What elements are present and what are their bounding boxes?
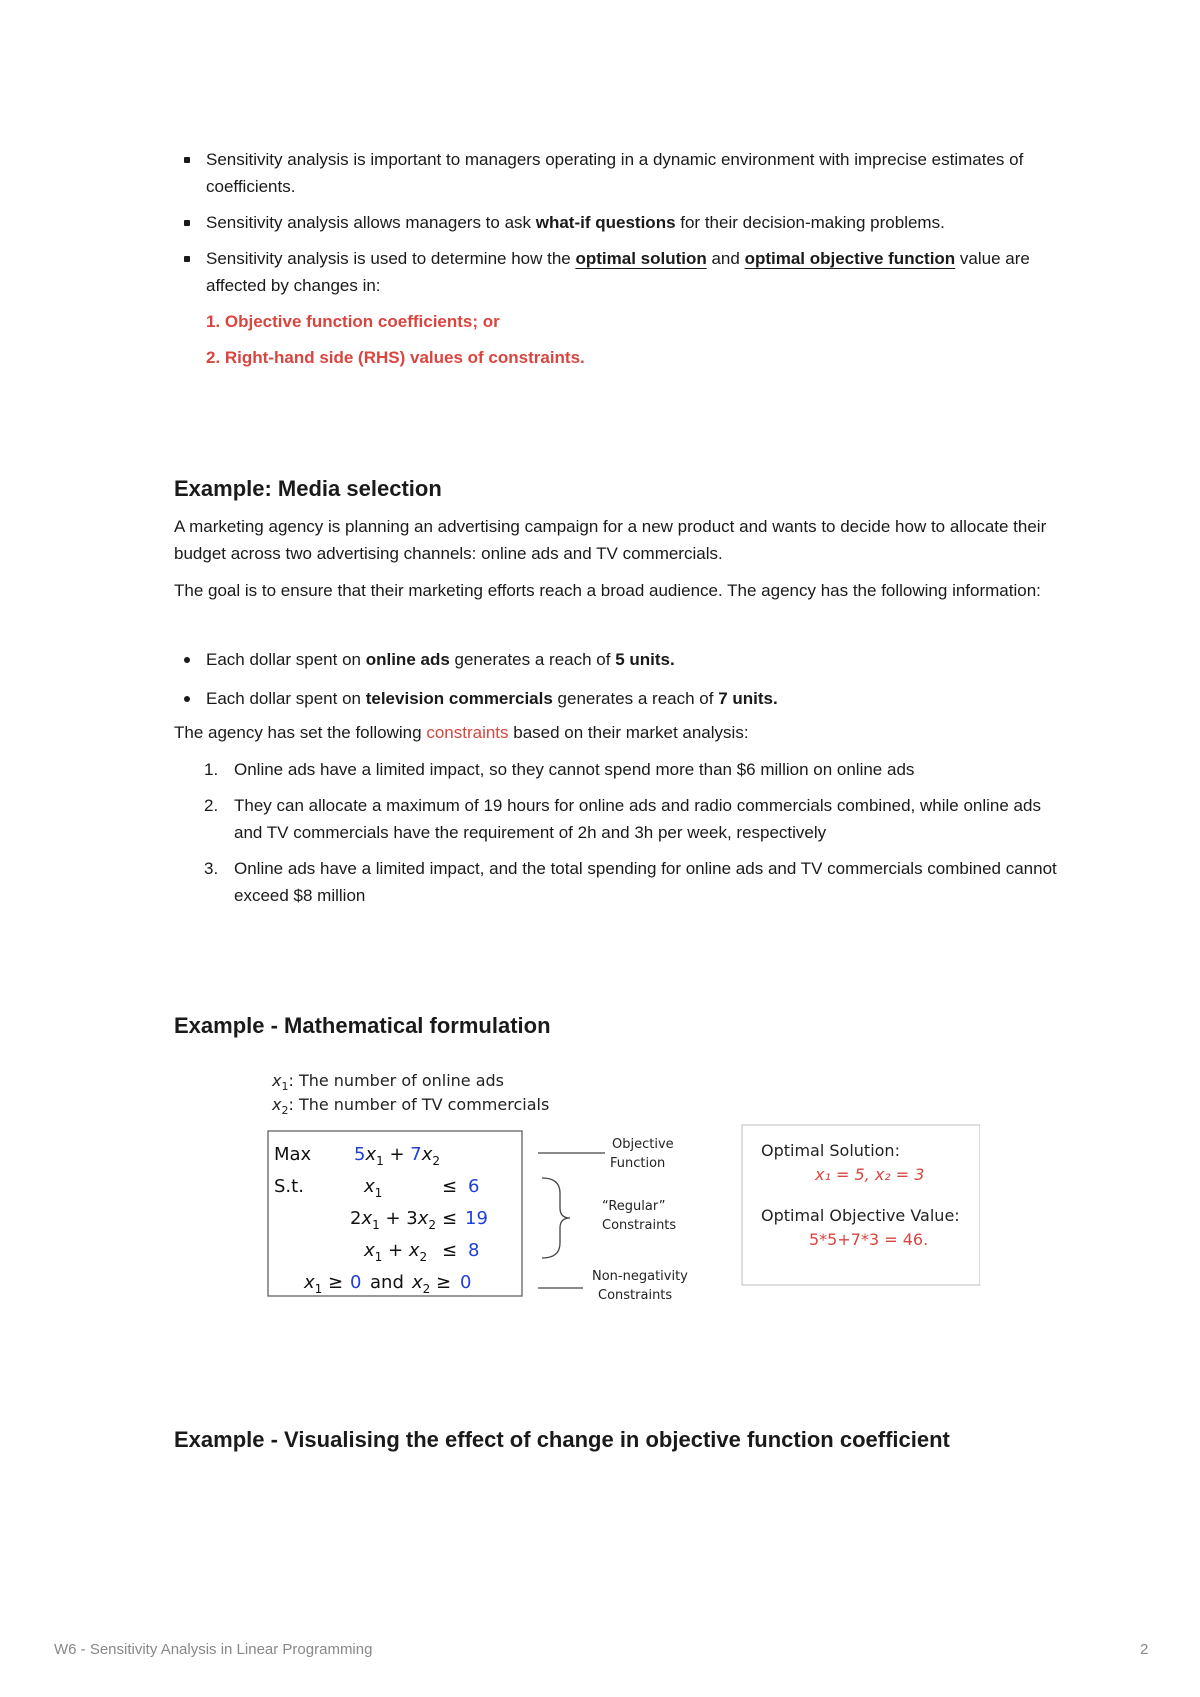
non-negativity-label-line1: Non-negativity bbox=[592, 1269, 688, 1284]
page-number: 2 bbox=[1140, 1641, 1149, 1658]
regular-label-line2: Constraints bbox=[602, 1218, 677, 1233]
constraint-1: $x_1$ bbox=[364, 1176, 383, 1200]
constraint-item: 1. Online ads have a limited impact, so they cannot spend more than $6 million on online ads bbox=[204, 760, 915, 779]
optimal-solution-label: Optimal Solution: bbox=[761, 1141, 900, 1160]
reach-tv-commercials: Each dollar spent on television commercials generates a reach of 7 units. bbox=[174, 685, 1074, 712]
optimal-objective-term: optimal objective function bbox=[744, 249, 956, 268]
constraint-3: $x_1 + x_2$ bbox=[364, 1240, 428, 1264]
change-item-2: 2. Right-hand side (RHS) values of constraints. bbox=[206, 348, 585, 367]
media-paragraph-2: The goal is to ensure that their marketing efforts reach a broad audience. The agency has the following information: bbox=[174, 581, 1041, 600]
intro-bullet-2: Sensitivity analysis allows managers to ask what-if questions for their decision-making problems. bbox=[174, 209, 1074, 236]
constraints-intro: The agency has set the following constraints based on their market analysis: bbox=[174, 723, 749, 742]
reach-online-ads: Each dollar spent on online ads generates a reach of 5 units. bbox=[174, 646, 1074, 673]
zero-value: 0 bbox=[460, 1272, 472, 1293]
non-negativity-2: $x_2$ ≥ bbox=[412, 1272, 452, 1296]
visualising-heading: Example - Visualising the effect of change in objective function coefficient bbox=[174, 1427, 950, 1452]
var-def-2: $x_2$: The number of TV commercials bbox=[272, 1095, 550, 1117]
var-def-1: $x_1$: The number of online ads bbox=[272, 1071, 505, 1093]
st-label: S.t. bbox=[274, 1176, 304, 1197]
constraints-list bbox=[204, 756, 1074, 918]
reach-bullet-list bbox=[174, 646, 1074, 724]
constraint-2: $2x_1 + 3x_2$ bbox=[350, 1208, 437, 1232]
regular-label-line1: “Regular” bbox=[602, 1199, 666, 1214]
media-selection-heading: Example: Media selection bbox=[174, 476, 442, 501]
regular-constraints-brace bbox=[542, 1178, 570, 1258]
intro-bullet-3: Sensitivity analysis is used to determine how the optimal solution and optimal objective function value are affected by changes in: bbox=[174, 245, 1074, 299]
leq-sign: ≤ bbox=[442, 1176, 458, 1197]
non-negativity-1: $x_1$ ≥ bbox=[304, 1272, 344, 1296]
constraint-item: 3. Online ads have a limited impact, and the total spending for online ads and TV commercials combined cannot exceed $8 million bbox=[204, 859, 1057, 905]
intro-bullet-1: Sensitivity analysis is important to managers operating in a dynamic environment with imprecise estimates of coefficients. bbox=[174, 146, 1074, 200]
intro-bullet-list bbox=[174, 146, 1074, 380]
zero-value: 0 bbox=[350, 1272, 362, 1293]
objective-expression: $5x_1 + 7x_2$ bbox=[354, 1144, 441, 1168]
optimal-objective-value: 5*5+7*3 = 46. bbox=[809, 1230, 929, 1249]
non-negativity-label-line2: Constraints bbox=[598, 1288, 673, 1303]
footer-title: W6 - Sensitivity Analysis in Linear Programming bbox=[54, 1641, 373, 1658]
leq-sign: ≤ bbox=[442, 1240, 458, 1261]
optimal-solution-term: optimal solution bbox=[575, 249, 707, 268]
rhs-1: 6 bbox=[468, 1176, 480, 1197]
rhs-3: 8 bbox=[468, 1240, 480, 1261]
change-item-1: 1. Objective function coefficients; or bbox=[206, 312, 500, 331]
formulation-heading: Example - Mathematical formulation bbox=[174, 1013, 551, 1038]
optimal-solution-value: x₁ = 5, x₂ = 3 bbox=[815, 1165, 925, 1184]
formulation-figure bbox=[260, 1068, 980, 1318]
constraint-item: 2. They can allocate a maximum of 19 hours for online ads and radio commercials combined, while online ads and TV commercials have the requirement of 2h and 3h per week, respectively bbox=[204, 796, 1041, 842]
optimal-objective-label: Optimal Objective Value: bbox=[761, 1206, 960, 1225]
objective-label-line2: Function bbox=[610, 1156, 666, 1171]
and-word: and bbox=[370, 1272, 404, 1293]
leq-sign: ≤ bbox=[442, 1208, 458, 1229]
objective-label-line1: Objective bbox=[612, 1137, 674, 1152]
rhs-2: 19 bbox=[465, 1208, 488, 1229]
max-label: Max bbox=[274, 1144, 312, 1165]
media-paragraph-1: A marketing agency is planning an advertising campaign for a new product and wants to decide how to allocate their budget across two advertising channels: online ads and TV commercials. bbox=[174, 517, 1047, 563]
